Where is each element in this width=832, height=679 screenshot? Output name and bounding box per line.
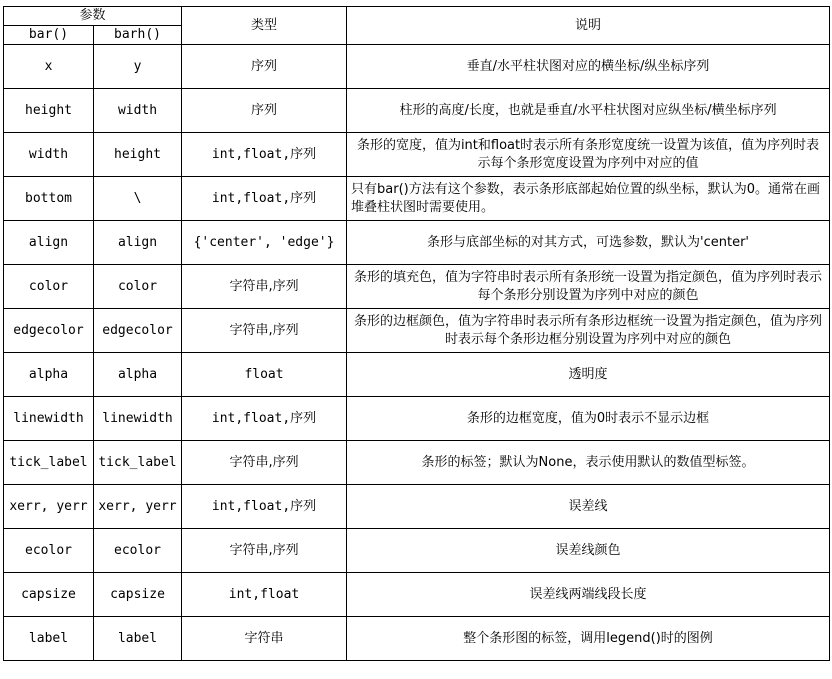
cell-description: 误差线 (347, 485, 830, 529)
table-row (4, 89, 830, 133)
cell-description: 条形的宽度，值为int和float时表示所有条形宽度统一设置为该值，值为序列时表示每个条形宽度设置为序列中对应的值 (347, 133, 830, 177)
cell-barh: xerr, yerr (94, 485, 182, 529)
cell-bar: width (4, 133, 94, 177)
cell-description: 条形的边框颜色，值为字符串时表示所有条形边框统一设置为指定颜色，值为序列时表示每个条形边框分别设置为序列中对应的颜色 (347, 309, 830, 353)
cell-type: 字符串,序列 (182, 529, 347, 573)
cell-description: 误差线颜色 (347, 529, 830, 573)
table-row (4, 529, 830, 573)
table-row (4, 45, 830, 89)
cell-description: 柱形的高度/长度，也就是垂直/水平柱状图对应纵坐标/横坐标序列 (347, 89, 830, 133)
table-row (4, 397, 830, 441)
cell-bar: tick_label (4, 441, 94, 485)
header-type: 类型 (182, 7, 347, 45)
cell-barh: color (94, 265, 182, 309)
cell-type: int,float,序列 (182, 397, 347, 441)
cell-barh: edgecolor (94, 309, 182, 353)
cell-barh: y (94, 45, 182, 89)
cell-barh: tick_label (94, 441, 182, 485)
table-row (4, 177, 830, 221)
table-row (4, 573, 830, 617)
cell-description: 整个条形图的标签，调用legend()时的图例 (347, 617, 830, 661)
cell-type: int,float,序列 (182, 133, 347, 177)
cell-description: 误差线两端线段长度 (347, 573, 830, 617)
cell-barh: capsize (94, 573, 182, 617)
cell-bar: bottom (4, 177, 94, 221)
cell-type: int,float (182, 573, 347, 617)
cell-type: 字符串 (182, 617, 347, 661)
cell-description: 垂直/水平柱状图对应的横坐标/纵坐标序列 (347, 45, 830, 89)
table-row (4, 133, 830, 177)
header-bar: bar() (4, 26, 94, 45)
cell-type: float (182, 353, 347, 397)
table-row (4, 617, 830, 661)
cell-bar: height (4, 89, 94, 133)
cell-type: 字符串,序列 (182, 265, 347, 309)
cell-barh: height (94, 133, 182, 177)
cell-barh: ecolor (94, 529, 182, 573)
table-row (4, 441, 830, 485)
cell-description: 条形的填充色，值为字符串时表示所有条形统一设置为指定颜色，值为序列时表示每个条形分别设置为序列中对应的颜色 (347, 265, 830, 309)
cell-type: 字符串,序列 (182, 309, 347, 353)
cell-type: int,float,序列 (182, 177, 347, 221)
cell-type: 序列 (182, 89, 347, 133)
cell-barh: linewidth (94, 397, 182, 441)
header-description: 说明 (347, 7, 830, 45)
cell-barh: width (94, 89, 182, 133)
cell-bar: capsize (4, 573, 94, 617)
cell-description: 条形与底部坐标的对其方式，可选参数，默认为'center' (347, 221, 830, 265)
cell-bar: label (4, 617, 94, 661)
cell-bar: color (4, 265, 94, 309)
cell-bar: ecolor (4, 529, 94, 573)
cell-bar: edgecolor (4, 309, 94, 353)
parameter-table (3, 6, 830, 661)
cell-description: 条形的标签；默认为None，表示使用默认的数值型标签。 (347, 441, 830, 485)
cell-type: 序列 (182, 45, 347, 89)
cell-description: 透明度 (347, 353, 830, 397)
cell-type: int,float,序列 (182, 485, 347, 529)
cell-bar: linewidth (4, 397, 94, 441)
table-row (4, 265, 830, 309)
cell-bar: alpha (4, 353, 94, 397)
cell-barh: align (94, 221, 182, 265)
header-row (4, 7, 830, 26)
table-row (4, 221, 830, 265)
table-row (4, 353, 830, 397)
table-row (4, 309, 830, 353)
cell-bar: xerr, yerr (4, 485, 94, 529)
cell-description: 只有bar()方法有这个参数，表示条形底部起始位置的纵坐标，默认为0。通常在画堆叠柱状图时需要使用。 (347, 177, 830, 221)
header-params: 参数 (4, 7, 182, 26)
cell-type: {'center', 'edge'} (182, 221, 347, 265)
header-barh: barh() (94, 26, 182, 45)
cell-barh: \ (94, 177, 182, 221)
cell-bar: align (4, 221, 94, 265)
cell-barh: label (94, 617, 182, 661)
table-row (4, 485, 830, 529)
cell-barh: alpha (94, 353, 182, 397)
cell-type: 字符串,序列 (182, 441, 347, 485)
cell-description: 条形的边框宽度，值为0时表示不显示边框 (347, 397, 830, 441)
cell-bar: x (4, 45, 94, 89)
